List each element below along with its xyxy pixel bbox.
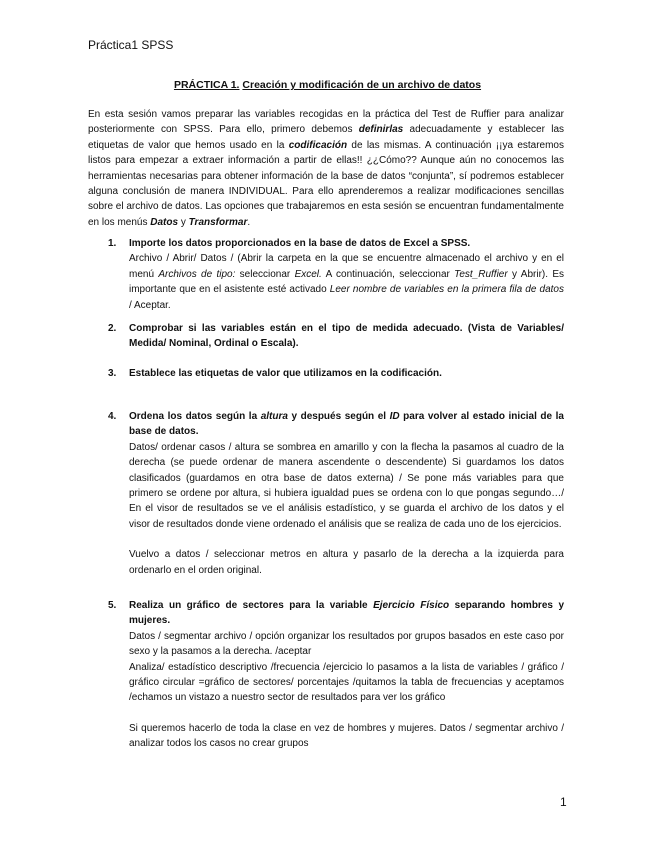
item-text-part: / Aceptar. (129, 299, 171, 311)
list-item-2 (108, 321, 564, 352)
item-text-em: Archivos de tipo: (158, 268, 236, 280)
title-prefix: PRÁCTICA 1. (173, 79, 240, 91)
page-header: Práctica1 SPSS (88, 38, 174, 52)
item-number: 4. (108, 411, 117, 422)
heading-em: altura (260, 411, 288, 422)
intro-text-1: En esta sesión vamos preparar las variables recogidas en la práctica del Test de Ruffier para analizar posteriormente con SPSS. Para ello, primero debemos (88, 109, 564, 136)
item-number: 3. (108, 368, 117, 379)
heading-em: ID (389, 411, 400, 422)
intro-em-4: Transformar (188, 216, 248, 228)
item-text-part: seleccionar (235, 268, 295, 280)
intro-em-3: Datos (150, 216, 179, 228)
item-text: Datos / segmentar archivo / opción organizar los resultados por grupos basados en este caso por sexo y la pasamos a la derecha. /aceptar (129, 630, 564, 658)
item-text: Datos/ ordenar casos / altura se sombrea en amarillo y con la flecha la pasamos al cuadro de la derecha (se puede ordenar de manera ascendente o descendente) Si guardamos los datos clasificados (guardamos en otra base de datos externa) / Se pone más variables para que primero se ordene por altura, si hubiera igualdad pues se ordena con lo que pongas segundo…/ En el visor de resultados se ve el análisis estadístico, y se guarda el archivo de los datos y el visor de resultados donde viene ordenado el análisis que se realiza de cada uno de los ejercicios. (129, 441, 564, 530)
item-heading (129, 409, 564, 440)
item-text-part: A continuación, seleccionar (321, 268, 455, 280)
item-heading: Comprobar si las variables están en el tipo de medida adecuado. (Vista de Variables/ Medida/ Nominal, Ordinal o Escala). (129, 323, 564, 350)
item-heading: Importe los datos proporcionados en la base de datos de Excel a SPSS. (129, 238, 471, 249)
heading-part: Ordena los datos según la (129, 411, 261, 422)
item-number: 1. (108, 238, 117, 249)
list-item-4 (108, 409, 564, 578)
page-number: 1 (560, 795, 567, 809)
intro-em-2: codificación (288, 139, 348, 151)
item-text-em: Excel. (294, 268, 322, 280)
item-text-2: Vuelvo a datos / seleccionar metros en altura y pasarlo de la derecha a la izquierda para ordenarlo en el orden original. (129, 549, 564, 576)
item-text-em: Test_Ruffier (454, 268, 508, 280)
item-text-b: Analiza/ estadístico descriptivo /frecuencia /ejercicio lo pasamos a la lista de variables / gráfico / gráfico circular =gráfico de sectores/ porcentajes /quitamos la tabla de frecuencias y aceptamos /echamos un vistazo a nuestro sector de resultados para ver los gráfico (129, 661, 564, 704)
item-number: 2. (108, 323, 117, 334)
intro-em-1: definirlas (358, 124, 404, 136)
list-item-1 (108, 236, 564, 313)
heading-part: Realiza un gráfico de sectores para la variable (129, 600, 374, 611)
heading-part: y después según el (287, 411, 390, 422)
intro-text-4: y (178, 216, 189, 228)
item-heading: Establece las etiquetas de valor que utilizamos en la codificación. (129, 368, 442, 379)
heading-em: Ejercicio Físico (373, 600, 450, 611)
item-text-part: Archivo / Abrir/ Datos / (Abrir la carpeta en la que se encuentre almacenado el archivo y en el menú (129, 253, 564, 280)
intro-text-5: . (247, 216, 251, 228)
heading-part: para volver al estado inicial de la base de datos. (129, 411, 564, 438)
intro-text-2: adecuadamente y establecer las etiquetas de valor que hemos usado en la (88, 124, 565, 151)
item-heading (129, 598, 564, 629)
item-text-em: Leer nombre de variables en la primera fila de datos (329, 284, 564, 296)
title-text: Creación y modificación de un archivo de datos (242, 79, 482, 91)
list-item-3 (108, 366, 564, 381)
intro-text-3: de las mismas. A continuación ¡¡ya estaremos listos para empezar a extraer información a partir de ellas!! ¿¿Cómo?? Aunque aún no conocemos las herramientas necesarias para obtener información de la base de datos “conjunta”, sí podremos establecer alguna conclusión de manera INDIVIDUAL. Para ello aprenderemos a realizar modificaciones sencillas sobre el archivo de datos. Las opciones que trabajaremos en esta sesión se encuentran fundamentalmente en los menús (88, 139, 564, 228)
item-text-2: Si queremos hacerlo de toda la clase en vez de hombres y mujeres. Datos / segmentar archivo / analizar todos los casos no crear grupos (129, 722, 564, 750)
item-number: 5. (108, 600, 117, 611)
item-text-part: y Abrir). Es importante que en el asistente esté activado (129, 268, 564, 296)
item-text (129, 251, 564, 313)
heading-part: separando hombres y mujeres. (129, 600, 565, 627)
list-item-5 (108, 598, 564, 752)
document-title (0, 79, 655, 91)
intro-paragraph (88, 107, 564, 230)
